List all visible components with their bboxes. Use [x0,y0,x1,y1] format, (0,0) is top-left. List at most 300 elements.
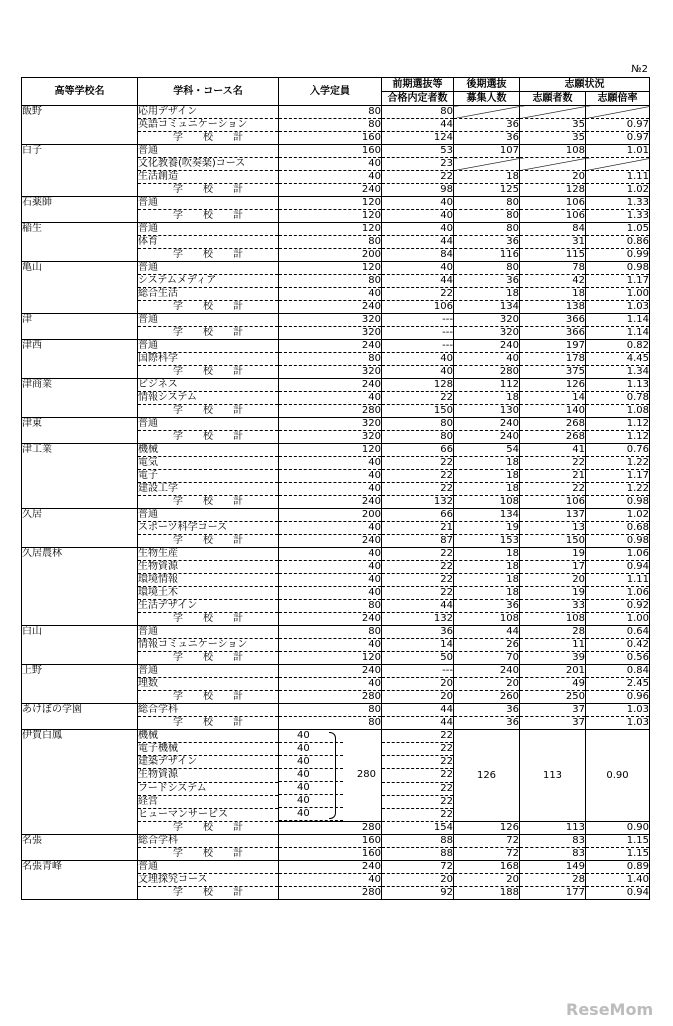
ratio-cell: 0.96 [586,691,650,704]
capacity-cell: 240 [279,184,382,197]
course-name: 経営 [138,795,279,808]
capacity-cell: 240 [279,301,382,314]
school-total-label: 学 校 計 [138,405,279,418]
course-name: ヒューマンサービス [138,808,279,821]
course-name: 情報システム [138,392,279,405]
school-total-label: 学 校 計 [138,132,279,145]
late-quota-cell: 80 [454,262,520,275]
ratio-cell: 0.64 [586,626,650,639]
capacity-cell: 240 [279,861,382,874]
ratio-cell: 0.98 [586,535,650,548]
header-application-status: 志願状況 [520,78,650,92]
course-name: システムメディア [138,275,279,288]
course-capacity-cell: 40 [279,782,343,795]
applicants-cell: 201 [520,665,586,678]
table-row [22,418,650,431]
early-admitted-cell: 88 [382,835,454,848]
ratio-cell: 1.08 [586,405,650,418]
bracket-area [343,795,381,808]
course-name: スポーツ科学コース [138,522,279,535]
course-name: 普通 [138,418,279,431]
course-name: 体育 [138,236,279,249]
capacity-cell: 40 [279,678,382,691]
applicants-cell: 149 [520,861,586,874]
capacity-cell: 280 [279,822,382,835]
course-name: フードシステム [138,782,279,795]
course-name: 普通 [138,665,279,678]
early-admitted-cell: 80 [382,106,454,119]
applicants-cell: 19 [520,587,586,600]
capacity-cell: 80 [279,275,382,288]
school-total-label: 学 校 計 [138,887,279,900]
course-name: 生物資源 [138,769,279,782]
course-name: 環境土木 [138,587,279,600]
early-admitted-cell: 84 [382,249,454,262]
course-name: 応用デザイン [138,106,279,119]
ratio-cell: 1.17 [586,275,650,288]
late-quota-cell: 80 [454,223,520,236]
early-admitted-cell: 44 [382,717,454,730]
table-row [22,340,650,353]
late-quota-cell: 36 [454,717,520,730]
school-name: 亀山 [22,262,138,314]
early-admitted-cell: 80 [382,418,454,431]
early-admitted-cell: 87 [382,535,454,548]
late-quota-cell: 36 [454,275,520,288]
course-name: 建築デザイン [138,756,279,769]
late-quota-cell: 18 [454,457,520,470]
capacity-cell: 40 [279,522,382,535]
table-row [22,197,650,210]
applicants-cell: 19 [520,548,586,561]
table-body-iga [22,730,650,835]
table-row [22,106,650,119]
late-quota-cell: 80 [454,210,520,223]
capacity-cell: 40 [279,587,382,600]
capacity-cell: 80 [279,353,382,366]
capacity-cell: 280 [279,691,382,704]
ratio-cell: 1.06 [586,587,650,600]
ratio-cell: 1.33 [586,197,650,210]
table-body [22,106,650,730]
course-name: 電子 [138,470,279,483]
application-status-table [21,77,650,900]
early-admitted-cell: 132 [382,496,454,509]
table-row [22,379,650,392]
early-admitted-cell: 44 [382,275,454,288]
bracket-area [343,730,381,743]
late-quota-cell: 126 [454,822,520,835]
school-total-label: 学 校 計 [138,431,279,444]
capacity-cell: 40 [279,158,382,171]
capacity-cell: 240 [279,613,382,626]
late-quota-cell: 107 [454,145,520,158]
table-row [22,626,650,639]
header-late-quota: 募集人数 [454,92,520,106]
header-applicants: 志願者数 [520,92,586,106]
applicants-cell: 366 [520,327,586,340]
school-name: 久居農林 [22,548,138,626]
ratio-cell [586,106,650,119]
late-quota-cell: 20 [454,874,520,887]
late-quota-cell: 36 [454,236,520,249]
late-quota-cell: 20 [454,678,520,691]
late-quota-cell: 260 [454,691,520,704]
header-capacity: 入学定員 [279,78,382,106]
applicants-cell: 108 [520,613,586,626]
late-quota-cell: 240 [454,418,520,431]
course-name: 普通 [138,262,279,275]
course-capacity-cell: 40 [279,743,343,756]
bracket-area [343,769,381,782]
early-admitted-cell: 66 [382,444,454,457]
ratio-cell: 1.01 [586,145,650,158]
early-admitted-cell: 44 [382,600,454,613]
early-admitted-cell: 92 [382,887,454,900]
course-name: 普通 [138,509,279,522]
early-admitted-cell: 150 [382,405,454,418]
table-row [22,835,650,848]
capacity-cell: 120 [279,652,382,665]
capacity-cell: 240 [279,665,382,678]
capacity-cell: 40 [279,548,382,561]
early-admitted-cell: 40 [382,210,454,223]
capacity-cell: 240 [279,535,382,548]
early-admitted-cell: 20 [382,678,454,691]
late-quota-cell: 36 [454,704,520,717]
capacity-cell: 320 [279,431,382,444]
school-total-label: 学 校 計 [138,366,279,379]
school-name: 石薬師 [22,197,138,223]
course-name: 機械 [138,730,279,743]
late-quota-cell: 18 [454,392,520,405]
ratio-cell: 0.89 [586,861,650,874]
early-admitted-cell: 22 [382,483,454,496]
capacity-cell: 240 [279,496,382,509]
applicants-cell: 41 [520,444,586,457]
school-name: 上野 [22,665,138,704]
school-total-label: 学 校 計 [138,327,279,340]
late-quota-cell: 240 [454,665,520,678]
course-name: 生物資源 [138,561,279,574]
applicants-cell: 17 [520,561,586,574]
course-name: 機械 [138,444,279,457]
late-quota-cell: 72 [454,835,520,848]
early-admitted-cell: 22 [382,574,454,587]
ratio-cell: 0.97 [586,119,650,132]
early-admitted-cell: 22 [382,743,454,756]
capacity-cell: 80 [279,717,382,730]
capacity-cell: 80 [279,236,382,249]
course-name: 生物生産 [138,548,279,561]
course-name: 電子機械 [138,743,279,756]
early-admitted-cell: 22 [382,548,454,561]
capacity-cell: 40 [279,574,382,587]
capacity-cell: 280 [279,405,382,418]
early-admitted-cell: 40 [382,197,454,210]
early-admitted-cell: 14 [382,639,454,652]
school-name: 名張 [22,835,138,861]
late-quota-cell: 153 [454,535,520,548]
late-quota-cell: 70 [454,652,520,665]
ratio-cell: 1.22 [586,483,650,496]
school-name: 稲生 [22,223,138,262]
applicants-cell: 115 [520,249,586,262]
early-admitted-cell: 40 [382,366,454,379]
applicants-cell: 83 [520,848,586,861]
table-row [22,444,650,457]
table-row [22,730,650,743]
late-quota-cell: 112 [454,379,520,392]
capacity-cell: 80 [279,119,382,132]
course-name: 情報コミュニケーション [138,639,279,652]
course-name: 文化教養(吹奏楽)コース [138,158,279,171]
school-total-label: 学 校 計 [138,184,279,197]
school-name: 伊賀白鳳 [22,730,138,835]
page-number: №2 [631,64,648,75]
course-capacity-cell: 40 [279,795,343,808]
early-admitted-cell: 44 [382,704,454,717]
capacity-cell: 40 [279,483,382,496]
school-name: 津 [22,314,138,340]
early-admitted-cell: 21 [382,522,454,535]
capacity-cell: 240 [279,379,382,392]
late-quota-cell [454,158,520,171]
applicants-cell: 11 [520,639,586,652]
late-quota-cell: 240 [454,340,520,353]
school-total-label: 学 校 計 [138,822,279,835]
applicants-cell: 366 [520,314,586,327]
ratio-cell: 1.22 [586,457,650,470]
late-quota-cell: 18 [454,483,520,496]
table-row [22,861,650,874]
late-quota-cell: 18 [454,561,520,574]
applicants-cell: 35 [520,132,586,145]
course-capacity-cell: 40 [279,756,343,769]
school-total-label: 学 校 計 [138,652,279,665]
capacity-cell: 120 [279,197,382,210]
school-name: 白子 [22,145,138,197]
school-total-label: 学 校 計 [138,535,279,548]
late-quota-cell: 26 [454,639,520,652]
late-quota-cell: 18 [454,587,520,600]
applicants-cell: 28 [520,626,586,639]
course-name: 総合学科 [138,835,279,848]
capacity-cell: 80 [279,600,382,613]
header-course: 学科・コース名 [138,78,279,106]
table-row [22,145,650,158]
combined-capacity-cell [279,730,382,822]
applicants-cell: 177 [520,887,586,900]
late-quota-cell: 108 [454,613,520,626]
early-admitted-cell: 22 [382,808,454,821]
ratio-cell: 1.17 [586,470,650,483]
applicants-cell: 375 [520,366,586,379]
ratio-cell: 0.99 [586,249,650,262]
early-admitted-cell: 106 [382,301,454,314]
applicants-cell: 37 [520,704,586,717]
ratio-cell: 1.12 [586,431,650,444]
bracket-area [343,756,381,769]
applicants-cell: 113 [520,730,586,822]
early-admitted-cell: 128 [382,379,454,392]
late-quota-cell: 320 [454,327,520,340]
early-admitted-cell: 23 [382,158,454,171]
ratio-cell: 0.90 [586,822,650,835]
early-admitted-cell: 40 [382,223,454,236]
course-name: 普通 [138,340,279,353]
table-row [22,665,650,678]
table-row [22,314,650,327]
course-capacity-cell: 40 [279,769,343,782]
ratio-cell: 0.86 [586,236,650,249]
applicants-cell: 22 [520,457,586,470]
capacity-cell: 40 [279,288,382,301]
ratio-cell: 0.92 [586,600,650,613]
applicants-cell: 13 [520,522,586,535]
capacity-cell: 120 [279,262,382,275]
early-admitted-cell: --- [382,327,454,340]
ratio-cell: 1.34 [586,366,650,379]
applicants-cell: 108 [520,145,586,158]
applicants-cell [520,106,586,119]
school-name: 津工業 [22,444,138,509]
applicants-cell: 178 [520,353,586,366]
school-total-label: 学 校 計 [138,210,279,223]
capacity-cell: 120 [279,210,382,223]
header-late-selection: 後期選抜 [454,78,520,92]
course-name: 生活創造 [138,171,279,184]
early-admitted-cell: 124 [382,132,454,145]
applicants-cell: 268 [520,431,586,444]
ratio-cell: 0.78 [586,392,650,405]
capacity-cell: 40 [279,639,382,652]
ratio-cell: 1.03 [586,717,650,730]
ratio-cell: 1.14 [586,327,650,340]
early-admitted-cell: 132 [382,613,454,626]
applicants-cell: 250 [520,691,586,704]
applicants-cell: 106 [520,210,586,223]
applicants-cell: 22 [520,483,586,496]
applicants-cell: 137 [520,509,586,522]
course-name: 生活デザイン [138,600,279,613]
table-row [22,223,650,236]
late-quota-cell: 54 [454,444,520,457]
ratio-cell: 1.12 [586,418,650,431]
capacity-cell: 40 [279,171,382,184]
late-quota-cell: 40 [454,353,520,366]
ratio-cell: 0.76 [586,444,650,457]
table-body-after [22,835,650,900]
capacity-cell: 120 [279,444,382,457]
early-admitted-cell: 22 [382,587,454,600]
header-ratio: 志願倍率 [586,92,650,106]
applicants-cell: 106 [520,496,586,509]
early-admitted-cell: --- [382,665,454,678]
late-quota-cell: 18 [454,574,520,587]
early-admitted-cell: --- [382,314,454,327]
applicants-cell: 150 [520,535,586,548]
school-total-label: 学 校 計 [138,249,279,262]
early-admitted-cell: 88 [382,848,454,861]
applicants-cell: 33 [520,600,586,613]
late-quota-cell: 116 [454,249,520,262]
bracket-area [343,782,381,795]
capacity-cell: 160 [279,835,382,848]
school-name: 白山 [22,626,138,665]
late-quota-cell: 125 [454,184,520,197]
early-admitted-cell: 80 [382,431,454,444]
applicants-cell: 268 [520,418,586,431]
course-name: 文理探究コース [138,874,279,887]
course-name: 環境情報 [138,574,279,587]
early-admitted-cell: 22 [382,730,454,743]
course-name: 普通 [138,145,279,158]
late-quota-cell: 130 [454,405,520,418]
course-capacity-cell: 40 [279,808,343,821]
ratio-cell: 1.03 [586,301,650,314]
ratio-cell: 0.94 [586,561,650,574]
applicants-cell: 83 [520,835,586,848]
combined-capacity-value: 280 [356,769,376,780]
early-admitted-cell: 22 [382,171,454,184]
late-quota-cell: 44 [454,626,520,639]
capacity-cell: 40 [279,874,382,887]
early-admitted-cell: 22 [382,392,454,405]
course-name: 総合学科 [138,704,279,717]
school-name: 久居 [22,509,138,548]
early-admitted-cell: 53 [382,145,454,158]
applicants-cell: 42 [520,275,586,288]
late-quota-cell: 18 [454,470,520,483]
capacity-cell: 200 [279,509,382,522]
applicants-cell [520,158,586,171]
capacity-cell: 320 [279,366,382,379]
course-capacity-cell: 40 [279,730,343,743]
ratio-cell: 1.15 [586,848,650,861]
ratio-cell: 0.42 [586,639,650,652]
ratio-cell: 0.97 [586,132,650,145]
applicants-cell: 84 [520,223,586,236]
applicants-cell: 18 [520,288,586,301]
ratio-cell [586,158,650,171]
late-quota-cell: 134 [454,301,520,314]
school-name: 津西 [22,340,138,379]
course-name: 総合生活 [138,288,279,301]
capacity-cell: 40 [279,561,382,574]
school-total-label: 学 校 計 [138,301,279,314]
early-admitted-cell: 22 [382,457,454,470]
early-admitted-cell: 22 [382,756,454,769]
school-name: 津東 [22,418,138,444]
applicants-cell: 140 [520,405,586,418]
course-name: 普通 [138,197,279,210]
applicants-cell: 20 [520,574,586,587]
header-school: 高等学校名 [22,78,138,106]
early-admitted-cell: 50 [382,652,454,665]
course-name: 普通 [138,314,279,327]
late-quota-cell: 108 [454,496,520,509]
capacity-cell: 80 [279,626,382,639]
ratio-cell: 0.94 [586,887,650,900]
late-quota-cell: 188 [454,887,520,900]
table-row [22,509,650,522]
applicants-cell: 126 [520,379,586,392]
ratio-cell: 2.45 [586,678,650,691]
applicants-cell: 106 [520,197,586,210]
applicants-cell: 49 [520,678,586,691]
school-total-label: 学 校 計 [138,717,279,730]
